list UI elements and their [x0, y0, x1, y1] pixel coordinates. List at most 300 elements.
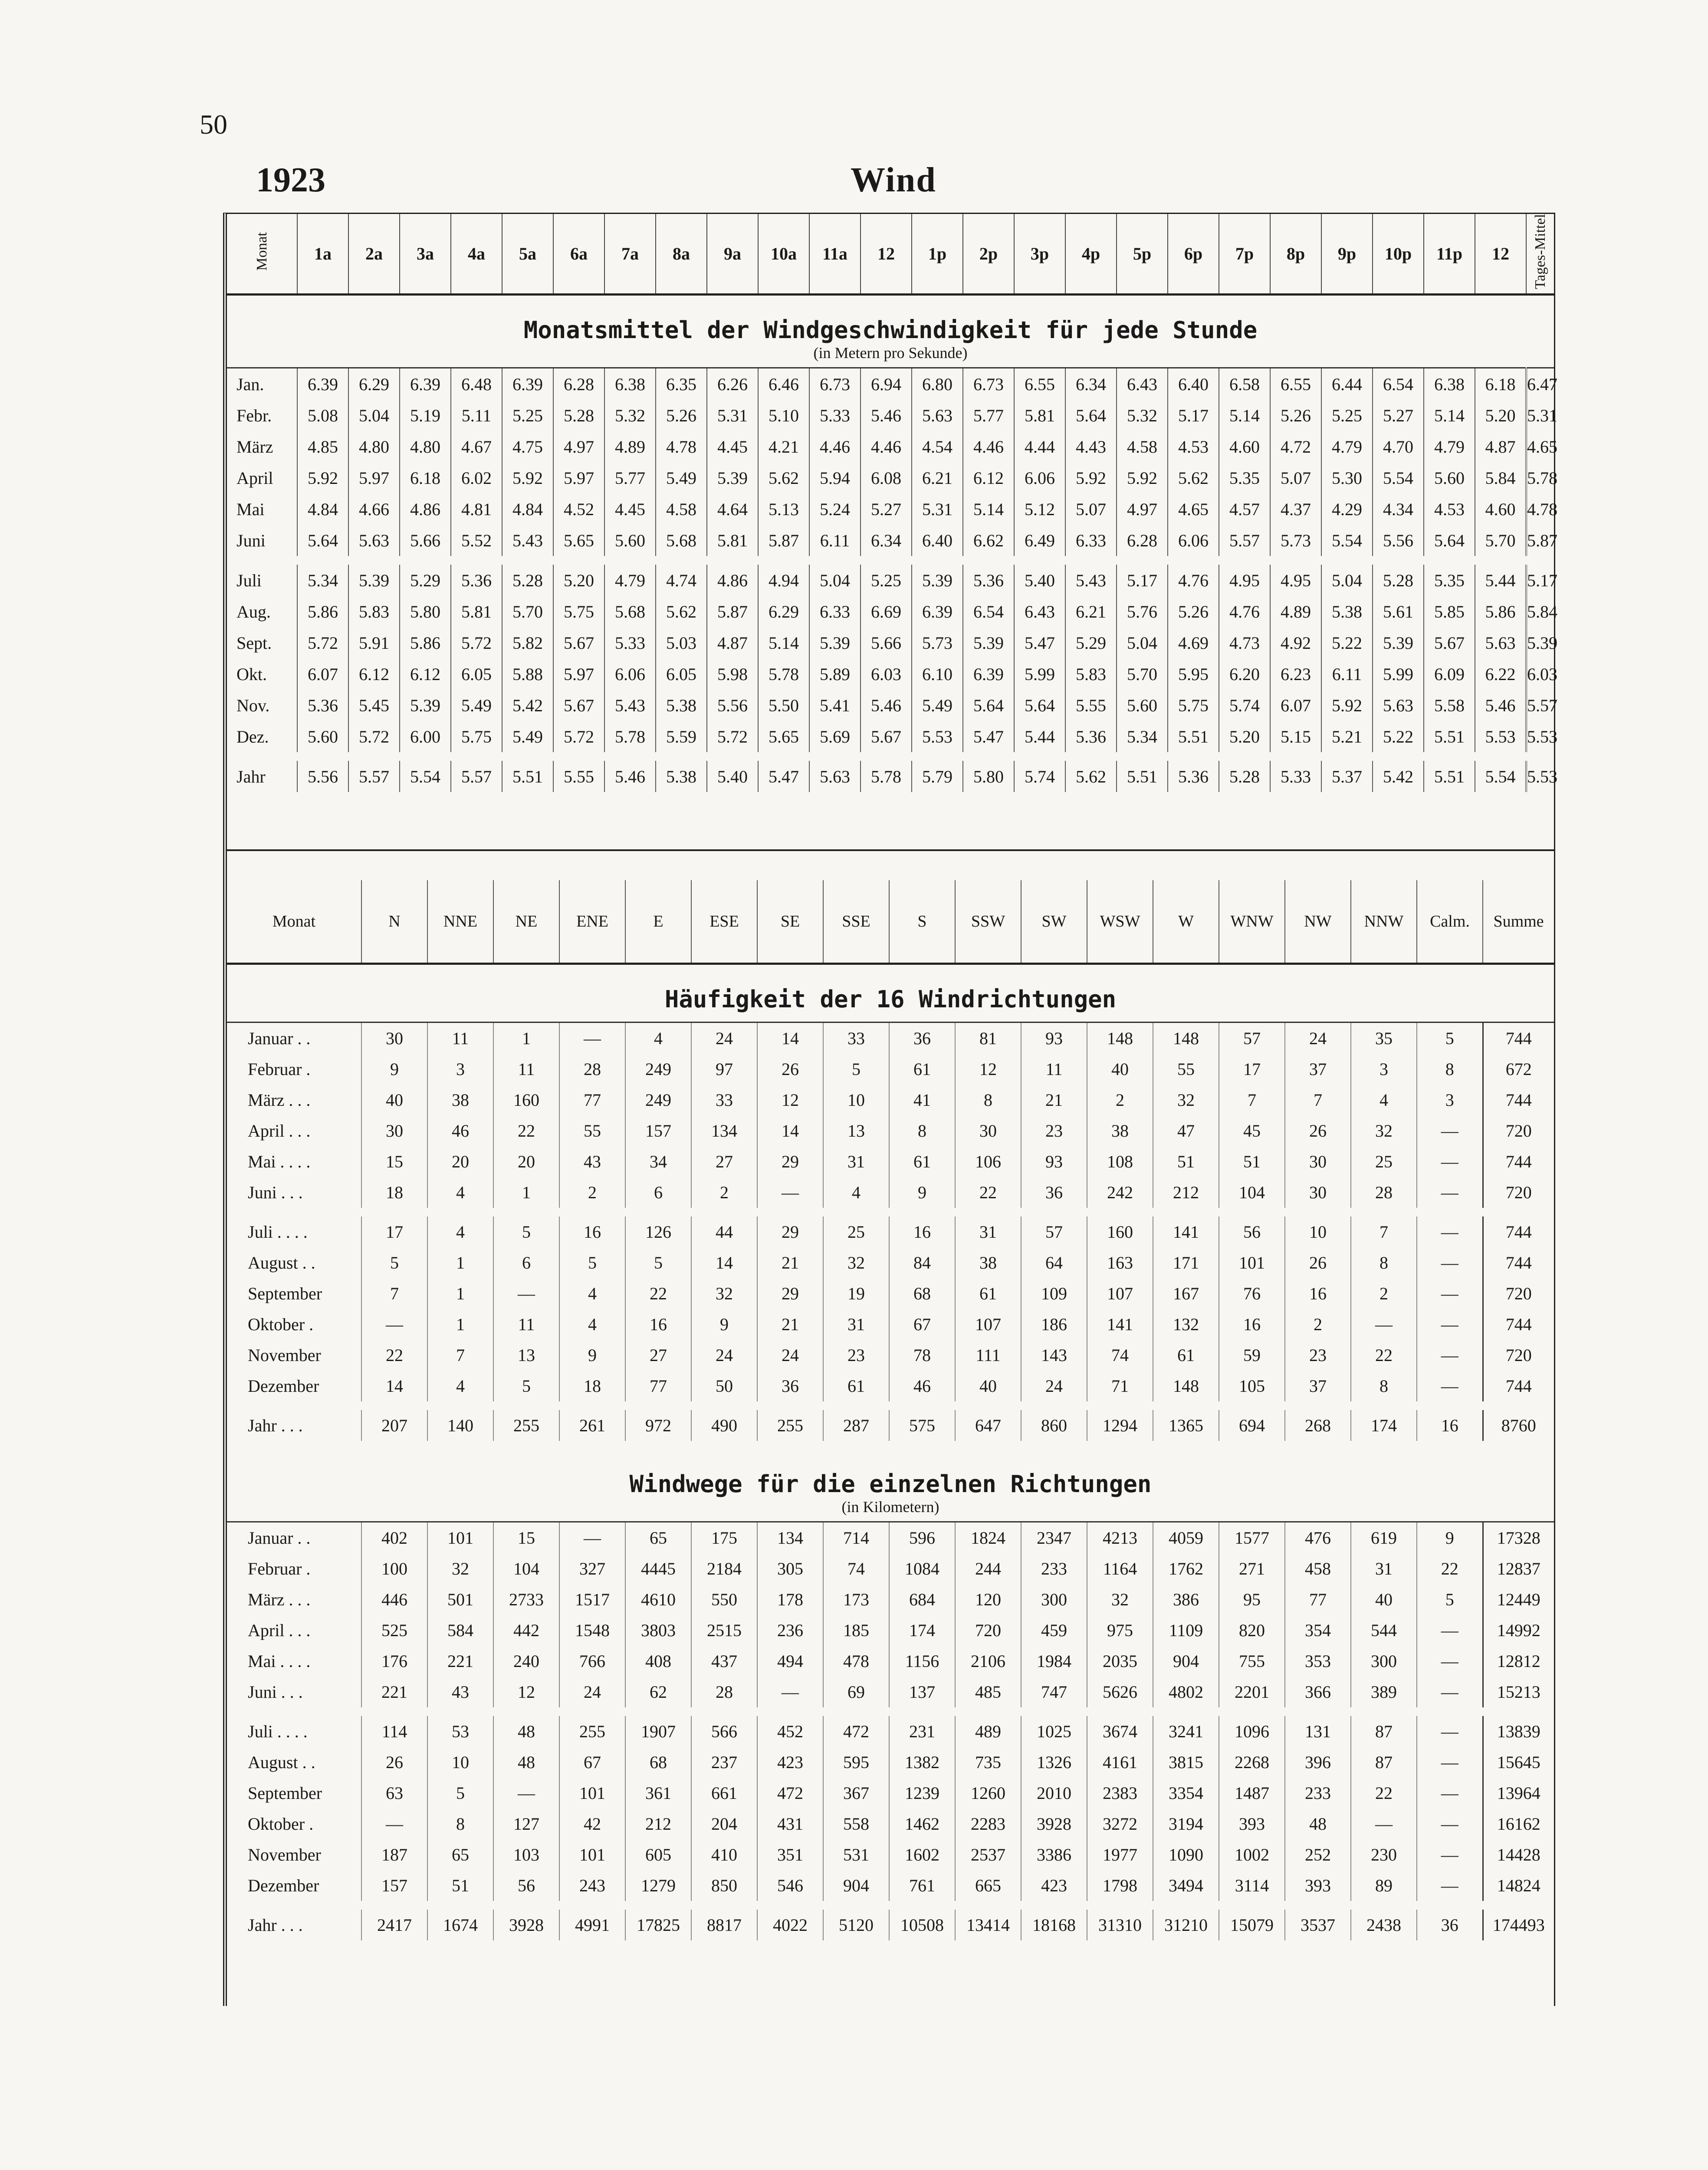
windpaths-cell: 472 [823, 1716, 889, 1747]
month-label: März [236, 437, 273, 457]
table-row [227, 1615, 1554, 1646]
speed-cell: 5.04 [809, 565, 861, 596]
frequency-cell: 61 [889, 1054, 955, 1085]
speed-cell: 6.08 [861, 462, 912, 493]
frequency-cell: 38 [1087, 1115, 1153, 1146]
speed-cell: 4.60 [1219, 431, 1270, 462]
frequency-cell: 51 [1219, 1146, 1285, 1177]
speed-cell: 5.60 [1424, 462, 1475, 493]
direction-header: SE [757, 880, 823, 964]
table-row [227, 565, 1554, 596]
windpaths-cell: 361 [625, 1778, 691, 1808]
speed-cell: 5.25 [502, 400, 553, 431]
frequency-cell: 76 [1219, 1278, 1285, 1309]
frequency-cell: 46 [427, 1115, 493, 1146]
frequency-cell: 64 [1021, 1247, 1087, 1278]
frequency-cell: 5 [1417, 1023, 1483, 1054]
hour-header: 12 [1475, 214, 1526, 295]
frequency-cell: 43 [559, 1146, 625, 1177]
windpaths-cell: 48 [493, 1747, 559, 1778]
speed-cell: 5.53 [1475, 721, 1526, 752]
speed-cell: 4.44 [1014, 431, 1065, 462]
windpaths-cell: 178 [757, 1584, 823, 1615]
speed-cell: 5.39 [912, 565, 963, 596]
windpaths-cell: 327 [559, 1553, 625, 1584]
frequency-cell: 18 [361, 1177, 427, 1208]
gap-cell [227, 1208, 1554, 1217]
windpaths-cell: 114 [361, 1716, 427, 1747]
windpaths-cell: 157 [361, 1870, 427, 1901]
frequency-cell: 32 [1153, 1085, 1219, 1115]
windpaths-cell: 3386 [1021, 1839, 1087, 1870]
gap-cell [227, 1707, 1554, 1716]
windpaths-cell: 95 [1219, 1584, 1285, 1615]
frequency-cell: 15 [361, 1146, 427, 1177]
frequency-cell: 30 [955, 1115, 1021, 1146]
speed-cell: 6.10 [912, 658, 963, 690]
speed-cell: 5.34 [1117, 721, 1168, 752]
speed-cell: 5.45 [348, 690, 400, 721]
speed-cell: 5.47 [1014, 627, 1065, 658]
speed-cell: 5.92 [502, 462, 553, 493]
windpaths-cell: 489 [955, 1716, 1021, 1747]
windpaths-cell: 4991 [559, 1910, 625, 1940]
speed-cell: 4.46 [861, 431, 912, 462]
speed-cell: 5.75 [1168, 690, 1219, 721]
daily-mean-cell: 5.17 [1526, 565, 1554, 596]
frequency-cell: 11 [427, 1023, 493, 1054]
windpaths-cell: 305 [757, 1553, 823, 1584]
frequency-cell: 36 [1021, 1177, 1087, 1208]
month-label: Juli . . . . [248, 1722, 308, 1741]
windpaths-cell: 3272 [1087, 1808, 1153, 1839]
windpaths-cell: 720 [955, 1615, 1021, 1646]
speed-cell: 5.39 [400, 690, 451, 721]
windpaths-cell: 1462 [889, 1808, 955, 1839]
frequency-cell: 21 [757, 1247, 823, 1278]
speed-cell: 5.21 [1321, 721, 1373, 752]
windpaths-cell: 386 [1153, 1584, 1219, 1615]
frequency-cell: 61 [889, 1146, 955, 1177]
frequency-cell: 720 [1483, 1115, 1554, 1146]
frequency-cell: 68 [889, 1278, 955, 1309]
month-label: April . . . [248, 1621, 311, 1640]
speed-cell: 5.81 [1014, 400, 1065, 431]
frequency-cell: 34 [625, 1146, 691, 1177]
speed-cell: 5.72 [451, 627, 502, 658]
frequency-cell: 287 [823, 1410, 889, 1441]
speed-cell: 5.51 [1117, 761, 1168, 792]
frequency-cell: 575 [889, 1410, 955, 1441]
windpaths-cell: — [1417, 1808, 1483, 1839]
windpaths-cell: 755 [1219, 1646, 1285, 1677]
direction-header: WSW [1087, 880, 1153, 964]
frequency-cell: — [1417, 1177, 1483, 1208]
speed-cell: 4.67 [451, 431, 502, 462]
windpaths-cell: 174493 [1483, 1910, 1554, 1940]
windpaths-cell: 12 [493, 1677, 559, 1707]
frequency-cell: — [1417, 1217, 1483, 1247]
frequency-cell: 255 [757, 1410, 823, 1441]
windpaths-cell: 175 [691, 1522, 757, 1554]
speed-cell: 5.81 [451, 596, 502, 627]
windpaths-cell: 233 [1285, 1778, 1351, 1808]
speed-cell: 5.63 [809, 761, 861, 792]
speed-cell: 5.38 [1321, 596, 1373, 627]
frequency-cell: 20 [493, 1146, 559, 1177]
speed-cell: 5.69 [809, 721, 861, 752]
speed-cell: 5.47 [758, 761, 809, 792]
speed-cell: 6.29 [348, 368, 400, 400]
frequency-cell: 30 [361, 1115, 427, 1146]
speed-cell: 4.80 [348, 431, 400, 462]
frequency-cell: 8760 [1483, 1410, 1554, 1441]
windpaths-cell: 408 [625, 1646, 691, 1677]
frequency-cell: 78 [889, 1340, 955, 1371]
speed-cell: 5.73 [912, 627, 963, 658]
speed-cell: 6.12 [963, 462, 1014, 493]
table-row [227, 1410, 1554, 1441]
windpaths-cell: 820 [1219, 1615, 1285, 1646]
speed-cell: 5.43 [1065, 565, 1117, 596]
windpaths-cell: 431 [757, 1808, 823, 1839]
month-label: Mai . . . . [248, 1651, 311, 1671]
hour-header: 1a [297, 214, 348, 295]
section-subtitle-row [227, 1498, 1554, 1522]
frequency-cell: 5 [493, 1217, 559, 1247]
speed-cell: 5.57 [451, 761, 502, 792]
speed-cell: 5.92 [297, 462, 348, 493]
speed-cell: 6.03 [861, 658, 912, 690]
frequency-cell: 9 [559, 1340, 625, 1371]
windpaths-cell: 65 [625, 1522, 691, 1554]
windpaths-cell: 605 [625, 1839, 691, 1870]
month-label: Jahr . . . [248, 1416, 303, 1435]
month-label: November [248, 1845, 321, 1864]
frequency-cell: — [361, 1309, 427, 1340]
windpaths-cell: 185 [823, 1615, 889, 1646]
frequency-cell: 25 [823, 1217, 889, 1247]
frequency-cell: 9 [361, 1054, 427, 1085]
speed-cell: 5.91 [348, 627, 400, 658]
windpaths-cell: 4022 [757, 1910, 823, 1940]
frequency-cell: 23 [823, 1340, 889, 1371]
windpaths-cell: 452 [757, 1716, 823, 1747]
speed-cell: 5.31 [912, 493, 963, 525]
speed-cell: 5.65 [553, 525, 604, 556]
windpaths-cell: 101 [559, 1778, 625, 1808]
table-row [227, 658, 1554, 690]
speed-cell: 6.07 [297, 658, 348, 690]
speed-cell: 6.11 [1321, 658, 1373, 690]
speed-cell: 5.49 [656, 462, 707, 493]
frequency-cell: 132 [1153, 1309, 1219, 1340]
frequency-cell: 61 [823, 1371, 889, 1401]
speed-cell: 6.40 [1168, 368, 1219, 400]
frequency-cell: — [493, 1278, 559, 1309]
frequency-cell: 61 [955, 1278, 1021, 1309]
windpaths-cell: 525 [361, 1615, 427, 1646]
windpaths-cell: 103 [493, 1839, 559, 1870]
speed-cell: 4.43 [1065, 431, 1117, 462]
frequency-cell: 14 [691, 1247, 757, 1278]
windpaths-cell: 1984 [1021, 1646, 1087, 1677]
speed-cell: 5.64 [1065, 400, 1117, 431]
windpaths-cell: 22 [1417, 1553, 1483, 1584]
speed-cell: 5.04 [348, 400, 400, 431]
windpaths-cell: 31210 [1153, 1910, 1219, 1940]
speed-cell: 4.57 [1219, 493, 1270, 525]
frequency-cell: 22 [955, 1177, 1021, 1208]
windpaths-cell: 442 [493, 1615, 559, 1646]
speed-cell: 5.64 [1014, 690, 1065, 721]
frequency-cell: 109 [1021, 1278, 1087, 1309]
frequency-cell: 104 [1219, 1177, 1285, 1208]
frequency-cell: 5 [823, 1054, 889, 1085]
frequency-section-title: Häufigkeit der 16 Windrichtungen [664, 986, 1117, 1013]
table-row [227, 1747, 1554, 1778]
windpaths-cell: 546 [757, 1870, 823, 1901]
table-row [227, 1910, 1554, 1940]
windpaths-cell: — [1417, 1870, 1483, 1901]
windpaths-cell: 240 [493, 1646, 559, 1677]
windpaths-cell: 558 [823, 1808, 889, 1839]
month-label: Nov. [236, 695, 270, 715]
speed-cell: 5.36 [963, 565, 1014, 596]
daily-mean-cell: 4.78 [1526, 493, 1554, 525]
frequency-cell: 5 [625, 1247, 691, 1278]
frequency-cell: 7 [361, 1278, 427, 1309]
windpaths-cell: 2347 [1021, 1522, 1087, 1554]
daily-mean-cell: 5.53 [1526, 761, 1554, 792]
windpaths-cell: 2184 [691, 1553, 757, 1584]
windpaths-cell: 12837 [1483, 1553, 1554, 1584]
gap-cell [227, 1441, 1554, 1450]
speed-cell: 5.29 [1065, 627, 1117, 658]
windpaths-cell: 4802 [1153, 1677, 1219, 1707]
frequency-cell: 2 [559, 1177, 625, 1208]
windpaths-cell: 2438 [1351, 1910, 1417, 1940]
month-label: Januar . . [227, 1023, 361, 1054]
month-label: August . . [248, 1253, 315, 1272]
windpaths-cell: 501 [427, 1584, 493, 1615]
frequency-cell: 14 [361, 1371, 427, 1401]
speed-cell: 4.97 [553, 431, 604, 462]
speed-cell: 6.38 [1424, 368, 1475, 400]
speed-cell: 6.12 [348, 658, 400, 690]
speed-cell: 5.70 [1117, 658, 1168, 690]
speed-cell: 5.44 [1014, 721, 1065, 752]
speed-cell: 6.22 [1475, 658, 1526, 690]
hour-header: 8p [1270, 214, 1321, 295]
direction-header: S [889, 880, 955, 964]
table-row [227, 1085, 1554, 1115]
windpaths-cell: 12449 [1483, 1584, 1554, 1615]
frequency-cell: 16 [1285, 1278, 1351, 1309]
windpaths-cell: 4610 [625, 1584, 691, 1615]
speed-cell: 6.39 [963, 658, 1014, 690]
month-label: September [248, 1284, 322, 1303]
speed-cell: 4.76 [1219, 596, 1270, 627]
windpaths-cell: 661 [691, 1778, 757, 1808]
direction-header: NW [1285, 880, 1351, 964]
speed-cell: 4.86 [400, 493, 451, 525]
frequency-cell: 163 [1087, 1247, 1153, 1278]
speed-cell: 4.95 [1270, 565, 1321, 596]
windpaths-cell: 1156 [889, 1646, 955, 1677]
windpaths-cell: 1824 [955, 1522, 1021, 1554]
windpaths-cell: 87 [1351, 1716, 1417, 1747]
windpaths-cell: 437 [691, 1646, 757, 1677]
hour-header: 1p [912, 214, 963, 295]
speed-cell: 6.35 [656, 368, 707, 400]
windpaths-cell: 714 [823, 1522, 889, 1554]
speed-cell: 5.49 [502, 721, 553, 752]
speed-cell: 5.77 [604, 462, 656, 493]
windpaths-cell: 584 [427, 1615, 493, 1646]
windpaths-cell: 550 [691, 1584, 757, 1615]
table-row [227, 596, 1554, 627]
windpaths-cell: 174 [889, 1615, 955, 1646]
frequency-cell: 268 [1285, 1410, 1351, 1441]
hour-header: 8a [656, 214, 707, 295]
daily-mean-cell: 4.65 [1526, 431, 1554, 462]
month-label: Jan. [227, 368, 297, 400]
speed-cell: 6.43 [1014, 596, 1065, 627]
hour-header: 3p [1014, 214, 1065, 295]
speed-cell: 5.74 [1219, 690, 1270, 721]
windpaths-cell: 104 [493, 1553, 559, 1584]
speed-cell: 5.59 [656, 721, 707, 752]
speed-cell: 4.84 [502, 493, 553, 525]
frequency-cell: 22 [493, 1115, 559, 1146]
windpaths-cell: 53 [427, 1716, 493, 1747]
frequency-cell: 29 [757, 1278, 823, 1309]
frequency-cell: 5 [361, 1247, 427, 1278]
speed-cell: 4.95 [1219, 565, 1270, 596]
speed-cell: 5.77 [963, 400, 1014, 431]
direction-header: NNE [427, 880, 493, 964]
frequency-cell: 3 [427, 1054, 493, 1085]
frequency-cell: 74 [1087, 1340, 1153, 1371]
windpaths-cell: 233 [1021, 1553, 1087, 1584]
frequency-cell: 261 [559, 1410, 625, 1441]
windpaths-cell: 48 [493, 1716, 559, 1747]
speed-cell: 4.89 [604, 431, 656, 462]
speed-cell: 4.89 [1270, 596, 1321, 627]
speed-cell: 6.55 [1014, 368, 1065, 400]
speed-cell: 6.38 [604, 368, 656, 400]
windpaths-cell: 271 [1219, 1553, 1285, 1584]
speed-cell: 5.28 [1219, 761, 1270, 792]
speed-cell: 6.29 [758, 596, 809, 627]
windpaths-cell: 221 [361, 1677, 427, 1707]
frequency-cell: 21 [1021, 1085, 1087, 1115]
speed-cell: 5.29 [400, 565, 451, 596]
speed-cell: 5.25 [1321, 400, 1373, 431]
frequency-cell: 77 [559, 1085, 625, 1115]
speed-cell: 5.98 [707, 658, 758, 690]
windpaths-cell: 100 [361, 1553, 427, 1584]
frequency-cell: — [1417, 1371, 1483, 1401]
frequency-cell: 1 [493, 1023, 559, 1054]
table-row [227, 1646, 1554, 1677]
table-frame [223, 213, 1555, 2006]
speed-cell: 5.24 [809, 493, 861, 525]
speed-cell: 5.62 [1065, 761, 1117, 792]
speed-cell: 6.94 [861, 368, 912, 400]
frequency-cell: 148 [1087, 1023, 1153, 1054]
speed-cell: 4.58 [656, 493, 707, 525]
speed-cell: 6.58 [1219, 368, 1270, 400]
speed-cell: 6.39 [502, 368, 553, 400]
month-label: Febr. [236, 405, 272, 425]
frequency-cell: 6 [625, 1177, 691, 1208]
speed-cell: 5.70 [1475, 525, 1526, 556]
speed-cell: 5.63 [912, 400, 963, 431]
speed-cell: 6.18 [1475, 368, 1526, 400]
windpaths-cell: 17825 [625, 1910, 691, 1940]
daily-mean-cell: 5.53 [1526, 721, 1554, 752]
frequency-cell: 141 [1153, 1217, 1219, 1247]
frequency-cell: 5 [493, 1371, 559, 1401]
speed-cell: 4.87 [707, 627, 758, 658]
frequency-cell: 81 [955, 1023, 1021, 1054]
windpaths-cell: 18168 [1021, 1910, 1087, 1940]
windpaths-cell: — [1417, 1716, 1483, 1747]
month-label: März . . . [248, 1090, 311, 1110]
windpaths-cell: 9 [1417, 1522, 1483, 1554]
frequency-cell: 37 [1285, 1054, 1351, 1085]
speed-cell: 5.26 [1270, 400, 1321, 431]
speed-cell: 6.49 [1014, 525, 1065, 556]
frequency-cell: 186 [1021, 1309, 1087, 1340]
speed-cell: 5.04 [1117, 627, 1168, 658]
hour-header: 7a [604, 214, 656, 295]
windpaths-cell: 15645 [1483, 1747, 1554, 1778]
windpaths-cell: 16162 [1483, 1808, 1554, 1839]
speed-cell: 4.64 [707, 493, 758, 525]
direction-header-row [227, 880, 1554, 964]
table-row [227, 721, 1554, 752]
row-gap [227, 1208, 1554, 1217]
speed-cell: 5.64 [1424, 525, 1475, 556]
frequency-cell: 16 [889, 1217, 955, 1247]
row-gap [227, 1441, 1554, 1450]
windpaths-cell: 1602 [889, 1839, 955, 1870]
speed-cell: 5.51 [1168, 721, 1219, 752]
speed-cell: 4.79 [604, 565, 656, 596]
frequency-cell: 7 [1219, 1085, 1285, 1115]
windpaths-cell: 212 [625, 1808, 691, 1839]
speed-cell: 5.36 [1168, 761, 1219, 792]
table-row [227, 1870, 1554, 1901]
table-row [227, 1677, 1554, 1707]
speed-cell: 5.83 [348, 596, 400, 627]
frequency-cell: 744 [1483, 1146, 1554, 1177]
windpaths-cell: 402 [361, 1522, 427, 1554]
row-gap [227, 1707, 1554, 1716]
speed-cell: 5.83 [1065, 658, 1117, 690]
frequency-cell: 1365 [1153, 1410, 1219, 1441]
speed-cell: 5.62 [758, 462, 809, 493]
windpaths-cell: 63 [361, 1778, 427, 1808]
speed-cell: 5.88 [502, 658, 553, 690]
windpaths-cell: — [1417, 1747, 1483, 1778]
frequency-cell: 4 [427, 1177, 493, 1208]
row-gap [227, 752, 1554, 761]
frequency-cell: 4 [559, 1309, 625, 1340]
